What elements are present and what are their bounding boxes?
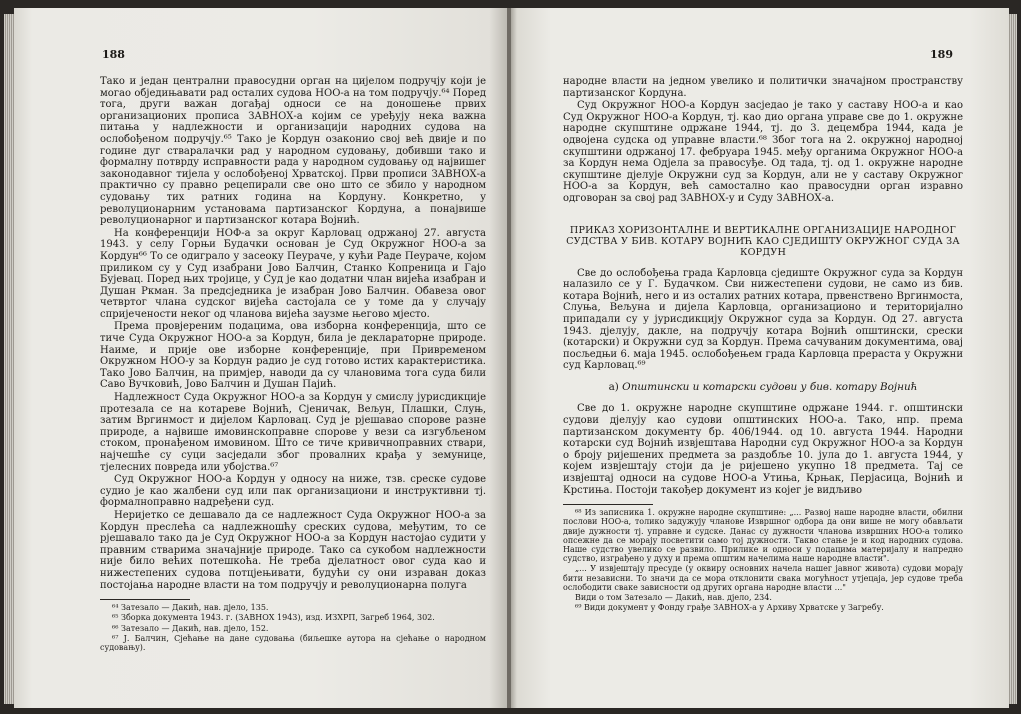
footnote: ⁶⁸ Из записника 1. окружне народне скупштине: „... Развој наше народне власти, обилни послови НОО-а, толико задужују чланове Извршног одбора да они више не могу обављати двије дужности тј. управне и судске. Данас су дужности чланова извршних НОО-а толико опсежне да се морају посветити само тој дужности. Такво стање је и код народних судова. Наше судство увелико се развило. Прилике и односи у подацима материјалу и напредно судство, изграђено у духу и према општим начелима наше народне власти". (563, 508, 963, 564)
footnote: ⁶⁴ Затезало — Дакић, нав. дјело, 135. (112, 603, 269, 613)
left-page-body (100, 76, 486, 652)
paragraph: Према провјереним подацима, ова изборна конференција, што се тиче Суда Окружног НОО-а за Кордун, била је деклараторне природе. Наиме, и прије ове изборне конференције, при Привременом Окружном НОО-у за Кордун радио је суд готово истих карактеристика. Тако Јово Балчин, на примјер, наводи да су члановима тога суда били Саво Вучковић, Јово Балчин и Душан Пајић. (100, 321, 486, 391)
right-page-body (563, 76, 963, 612)
paragraph: Суд Окружног НОО-а Кордун у односу на ниже, тзв. среске судове судио је као жалбени суд или пак организациони и инструктивни тј. формалноправно надређени суд. (100, 474, 486, 509)
footnote: Види о том Затезало — Дакић, нав. дјело, 234. (575, 593, 772, 603)
subsection-title: Општински и котарски судови у бив. котару Војнић (622, 380, 918, 393)
paragraph: народне власти на једном увелико и политички значајном пространству партизанског Кордуна. (563, 76, 963, 99)
section-heading: ПРИКАЗ ХОРИЗОНТАЛНЕ И ВЕРТИКАЛНЕ ОРГАНИЗАЦИЈЕ НАРОДНОГ СУДСТВА У БИВ. КОТАРУ ВОЈНИЋ КАО СЈЕДИШТУ ОКРУЖНОГ СУДА ЗА КОРДУН (566, 224, 960, 258)
page-number: 188 (102, 48, 125, 61)
footnote-rule (563, 504, 653, 505)
footnote-rule (100, 599, 190, 600)
footnotes (100, 603, 486, 652)
footnote: „... У извјештају пресуде (у оквиру основних начела нашег јавног живота) судови морају бити независни. То значи да се мора отклонити свака могућност утјецаја, јер судове треба ослободити свакe зависности од других органа народне власти ..." (563, 564, 963, 592)
footnote: ⁶⁷ Ј. Балчин, Сјећање на дане судовања (биљешке аутора на сјећање о народном судовању). (100, 633, 486, 652)
left-page (14, 8, 509, 708)
paragraph: Све до 1. окружне народне скупштине одржане 1944. г. општински судови дјелују као судови општинских НОО-а. Тако, нпр. према партизанском документу бр. 406/1944. од 10. августа 1944. Народни котарски суд Војнић извјештава Народни суд Окружног НОО-а за Кордун о броју ријешених предмета за раздобље 10. јула до 1. августа 1944, у којем извјештају стоји да је ријешено укупно 18 предмета. Тај се извјештај односи на судове НОО-а Утиња, Крњак, Перјасица, Војнић и Крстиња. Постоји такођер документ из којег је видљиво (563, 403, 963, 496)
paragraph: Све до ослобођења града Карловца сједиште Окружног суда за Кордун налазило се у Г. Будачком. Сви нижестепени судови, не само из бив. котара Војнић, него и из осталих ратних котара, првенствено Вргинмоста, Слуња, Вељуна и дијела Карловца, организационо и територијално припадали су у јурисдикцију Окружног суда за Кордун. Од 27. августа 1943. дјелују, дакле, на подручју котара Војнић општински, срески (котарски) и Окружни суд за Кордун. Према сачуваним документима, овај посљедњи 6. маја 1945. ослобођењем града Карловца прераста у Окружни суд Карловац.⁶⁹ (563, 267, 963, 372)
paragraph: Тако и један централни правосудни орган на цијелом подручју који је могао обједињавати рад осталих судова НОО-а на том подручју.⁶⁴ Поред тога, други важан догађај односи се на доношење првих организационих прописа ЗАВНОХ-а којим се уређују нека важна питања у надлежности и организацији народних судова на ослобођеном подручју.⁶⁵ Тако је Кордун озаконио свој већ двије и по године дуг стваралачки рад у народном судовању, добивши тако и формалну потврду исправности рада у народном судовању од највишег законодавног тијела у ослобођеној Хрватској. Први прописи ЗАВНОХ-а практично су правно рецепирали све оно што се збило у народном судовању тих ратних година на Кордуну. Конкретно, у револуционарним установама партизанског Кордуна, а понајвише револуционарног и партизанског котара Војнић. (100, 76, 486, 227)
paragraph: Надлежност Суда Окружног НОО-а за Кордун у смислу јурисдикције протезала се на котареве Војнић, Сјеничак, Вељун, Плашки, Слуњ, затим Вргинмост и дијелом Карловац. Суд је рјешавао спорове разне природе, а највише имовинскоправне спорове у вези са изгубљеном стоком, пронађеном имовином. Што се тиче кривичноправних ствари, најчешће су суци засједали због провалних крађа у земунице, тјелесних повреда или убојства.⁶⁷ (100, 392, 486, 473)
footnotes (563, 508, 963, 612)
paragraph: На конференцији НОФ-а за округ Карловац одржаној 27. августа 1943. у селу Горњи Будачки основан је Суд Окружног НОО-а за Кордун⁶⁶ То се одиграло у засеоку Пеураче, у кући Раде Пеураче, којом приликом су у Суд изабрани Јово Балчин, Станко Копреница и Гајо Бујевац. Поред њих тројице, у Суд је као додатни члан вијећа изабран и Душан Ркман. За предсједника је изабран Јово Балчин. Обавеза овог четвртог члана судског вијећа састојала се у томе да у случају спријечености неког од чланова вијећа заузме његово мјесто. (100, 227, 486, 320)
page-edges-right (1008, 14, 1017, 704)
page-number: 189 (930, 48, 953, 61)
paragraph: Неријетко се дешавало да се надлежност Суда Окружног НОО-а за Кордун преслећа са надлежношћу среских судова, међутим, то се рјешавало тако да је Суд Окружног НОО-а за Кордун настојао судити у правним стварима значајније природе. Тако са сукобом надлежности није било већих потешкоћа. Не треба дјелатност овог суда као и нижестепених судова потцјењивати, будући су они израван доказ постојања народне власти на том подручју и револуционарна полуга (100, 509, 486, 591)
paragraph: Суд Окружног НОО-а Кордун засједао је тако у саставу НОО-а и као Суд Окружног НОО-а Кордун, тј. као дио органа управе све до 1. окружне народне скупштине одржане 1944, тј. до 3. децембра 1944, када је одвојена судска од управне власти.⁶⁸ Због тога на 2. окружној народној скупштини одржаној 17. фебруара 1945. међу органима Окружног НОО-а за Кордун нема Одјела за правосуђе. Од тада, тј. од 1. окружне народне скупштине дјелује Окружни суд за Кордун, али не у саставу Окружног НОО-а за Кордун, већ самостално као правосудни орган изравно одговоран за свој рад ЗАВНОХ-у и Суду ЗАВНОХ-а. (563, 100, 963, 204)
subsection-heading (563, 382, 963, 394)
right-page (511, 8, 1009, 708)
page-edges-left (4, 14, 14, 704)
footnote: ⁶⁵ Зборка документа 1943. г. (ЗАВНОХ 1943), изд. ИЗХРП, Загреб 1964, 302. (112, 613, 435, 623)
subsection-number: а) (608, 380, 619, 393)
footnote: ⁶⁶ Затезало — Дакић, нав. дјело, 152. (112, 623, 269, 633)
footnote: ⁶⁹ Види документ у Фонду грађе ЗАВНОХ-а у Архиву Хрватске у Загребу. (575, 603, 884, 613)
